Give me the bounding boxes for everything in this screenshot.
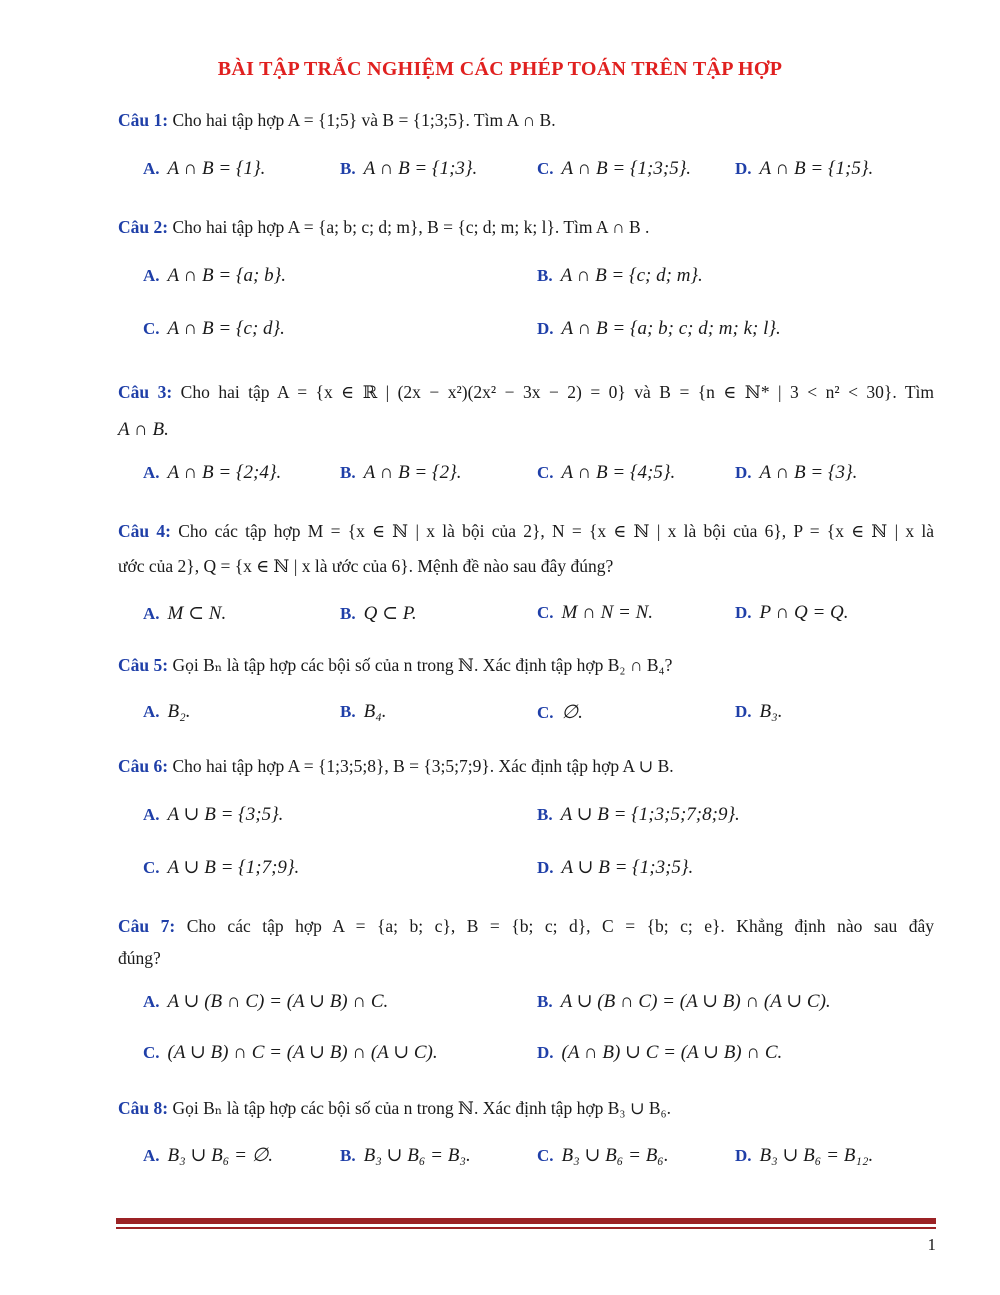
question-1 xyxy=(118,104,934,136)
option-d[interactable]: D. A ∪ B = {1;3;5}. xyxy=(537,857,694,878)
question-3 xyxy=(118,376,934,408)
option-a[interactable]: A. A ∩ B = {1}. xyxy=(143,158,266,179)
options-row xyxy=(143,803,943,833)
question-label: Câu 1: xyxy=(118,110,169,130)
option-d[interactable]: D. A ∩ B = {3}. xyxy=(735,462,858,483)
options-row xyxy=(143,990,943,1020)
option-b[interactable]: B. A ∪ (B ∩ C) = (A ∪ B) ∩ (A ∪ C). xyxy=(537,991,831,1012)
option-c[interactable]: C. (A ∪ B) ∩ C = (A ∪ B) ∩ (A ∪ C). xyxy=(143,1042,438,1063)
option-a[interactable]: A. M ⊂ N. xyxy=(143,603,227,624)
option-d[interactable]: D. P ∩ Q = Q. xyxy=(735,602,849,623)
option-c[interactable]: C. ∅. xyxy=(537,702,583,723)
footer-divider xyxy=(116,1218,936,1224)
option-b[interactable]: B. A ∪ B = {1;3;5;7;8;9}. xyxy=(537,804,740,825)
option-c[interactable]: C. A ∩ B = {1;3;5}. xyxy=(537,158,692,179)
option-b[interactable]: B. B₄. xyxy=(340,701,387,722)
question-text: Gọi Bₙ là tập hợp các bội số của n trong ℕ. Xác định tập hợp B₃ ∪ B₆. xyxy=(172,1098,672,1118)
question-text: Cho hai tập hợp A = {a; b; c; d; m}, B = {c; d; m; k; l}. Tìm A ∩ B . xyxy=(172,217,650,237)
option-b[interactable]: B. A ∩ B = {c; d; m}. xyxy=(537,265,703,286)
options-row xyxy=(143,602,943,632)
option-b[interactable]: B. A ∩ B = {2}. xyxy=(340,462,462,483)
option-a[interactable]: A. B₃ ∪ B₆ = ∅. xyxy=(143,1145,273,1166)
option-c[interactable]: C. B₃ ∪ B₆ = B₆. xyxy=(537,1145,669,1166)
question-text: Gọi Bₙ là tập hợp các bội số của n trong ℕ. Xác định tập hợp B₂ ∩ B₄? xyxy=(172,655,673,675)
option-d[interactable]: D. B₃ ∪ B₆ = B₁₂. xyxy=(735,1145,874,1166)
option-d[interactable]: D. (A ∩ B) ∪ C = (A ∪ B) ∩ C. xyxy=(537,1042,783,1063)
question-label: Câu 7: xyxy=(118,916,176,936)
option-c[interactable]: C. A ∩ B = {c; d}. xyxy=(143,318,285,339)
options-row xyxy=(143,462,943,492)
question-label: Câu 3: xyxy=(118,382,173,402)
question-text: Cho các tập hợp A = {a; b; c}, B = {b; c; d}, C = {b; c; e}. Khẳng định nào sau đây xyxy=(186,916,934,936)
question-label: Câu 2: xyxy=(118,217,169,237)
option-b[interactable]: B. B₃ ∪ B₆ = B₃. xyxy=(340,1145,471,1166)
options-row xyxy=(143,856,943,886)
page-number: 1 xyxy=(927,1235,936,1254)
option-a[interactable]: A. A ∩ B = {2;4}. xyxy=(143,462,282,483)
option-a[interactable]: A. A ∪ (B ∩ C) = (A ∪ B) ∩ C. xyxy=(143,991,389,1012)
footer-divider-thin xyxy=(116,1227,936,1229)
question-label: Câu 4: xyxy=(118,521,171,541)
option-c[interactable]: C. M ∩ N = N. xyxy=(537,602,653,623)
option-d[interactable]: D. A ∩ B = {1;5}. xyxy=(735,158,874,179)
option-d[interactable]: D. A ∩ B = {a; b; c; d; m; k; l}. xyxy=(537,318,781,339)
question-label: Câu 8: xyxy=(118,1098,169,1118)
option-c[interactable]: C. A ∩ B = {4;5}. xyxy=(537,462,676,483)
question-text: Cho các tập hợp M = {x ∈ ℕ | x là bội của 2}, N = {x ∈ ℕ | x là bội của 6}, P = {x ∈ ℕ | x là xyxy=(178,521,935,541)
question-3-continued xyxy=(118,413,934,446)
page-title: BÀI TẬP TRẮC NGHIỆM CÁC PHÉP TOÁN TRÊN TẬP HỢP xyxy=(217,58,783,80)
options-row xyxy=(143,265,943,295)
question-text-continued: ước của 2}, Q = {x ∈ ℕ | x là ước của 6}. Mệnh đề nào sau đây đúng? xyxy=(118,556,614,576)
question-7 xyxy=(118,910,934,942)
question-text: Cho hai tập hợp A = {1;5} và B = {1;3;5}. Tìm A ∩ B. xyxy=(172,110,556,130)
options-row xyxy=(143,1144,943,1174)
question-6 xyxy=(118,750,934,782)
question-label: Câu 6: xyxy=(118,756,169,776)
question-text: Cho hai tập A = {x ∈ ℝ | (2x − x²)(2x² − 3x − 2) = 0} và B = {n ∈ ℕ* | 3 < n² < 30}. Tìm xyxy=(180,382,935,402)
question-5 xyxy=(118,649,934,681)
question-2 xyxy=(118,211,934,243)
question-label: Câu 5: xyxy=(118,655,169,675)
option-d[interactable]: D. B₃. xyxy=(735,701,783,722)
question-text-continued: A ∩ B. xyxy=(118,419,169,440)
question-4 xyxy=(118,515,934,547)
option-a[interactable]: A. B₂. xyxy=(143,701,191,722)
option-a[interactable]: A. A ∪ B = {3;5}. xyxy=(143,804,284,825)
options-row xyxy=(143,1041,943,1071)
options-row xyxy=(143,158,943,188)
option-b[interactable]: B. A ∩ B = {1;3}. xyxy=(340,158,478,179)
question-4-continued xyxy=(118,550,934,582)
question-text: Cho hai tập hợp A = {1;3;5;8}, B = {3;5;7;9}. Xác định tập hợp A ∪ B. xyxy=(172,756,674,776)
option-b[interactable]: B. Q ⊂ P. xyxy=(340,603,417,624)
question-8 xyxy=(118,1092,934,1124)
options-row xyxy=(143,701,943,731)
options-row xyxy=(143,318,943,348)
question-text-continued: đúng? xyxy=(118,948,161,968)
option-a[interactable]: A. A ∩ B = {a; b}. xyxy=(143,265,286,286)
option-c[interactable]: C. A ∪ B = {1;7;9}. xyxy=(143,857,300,878)
question-7-continued xyxy=(118,942,934,974)
